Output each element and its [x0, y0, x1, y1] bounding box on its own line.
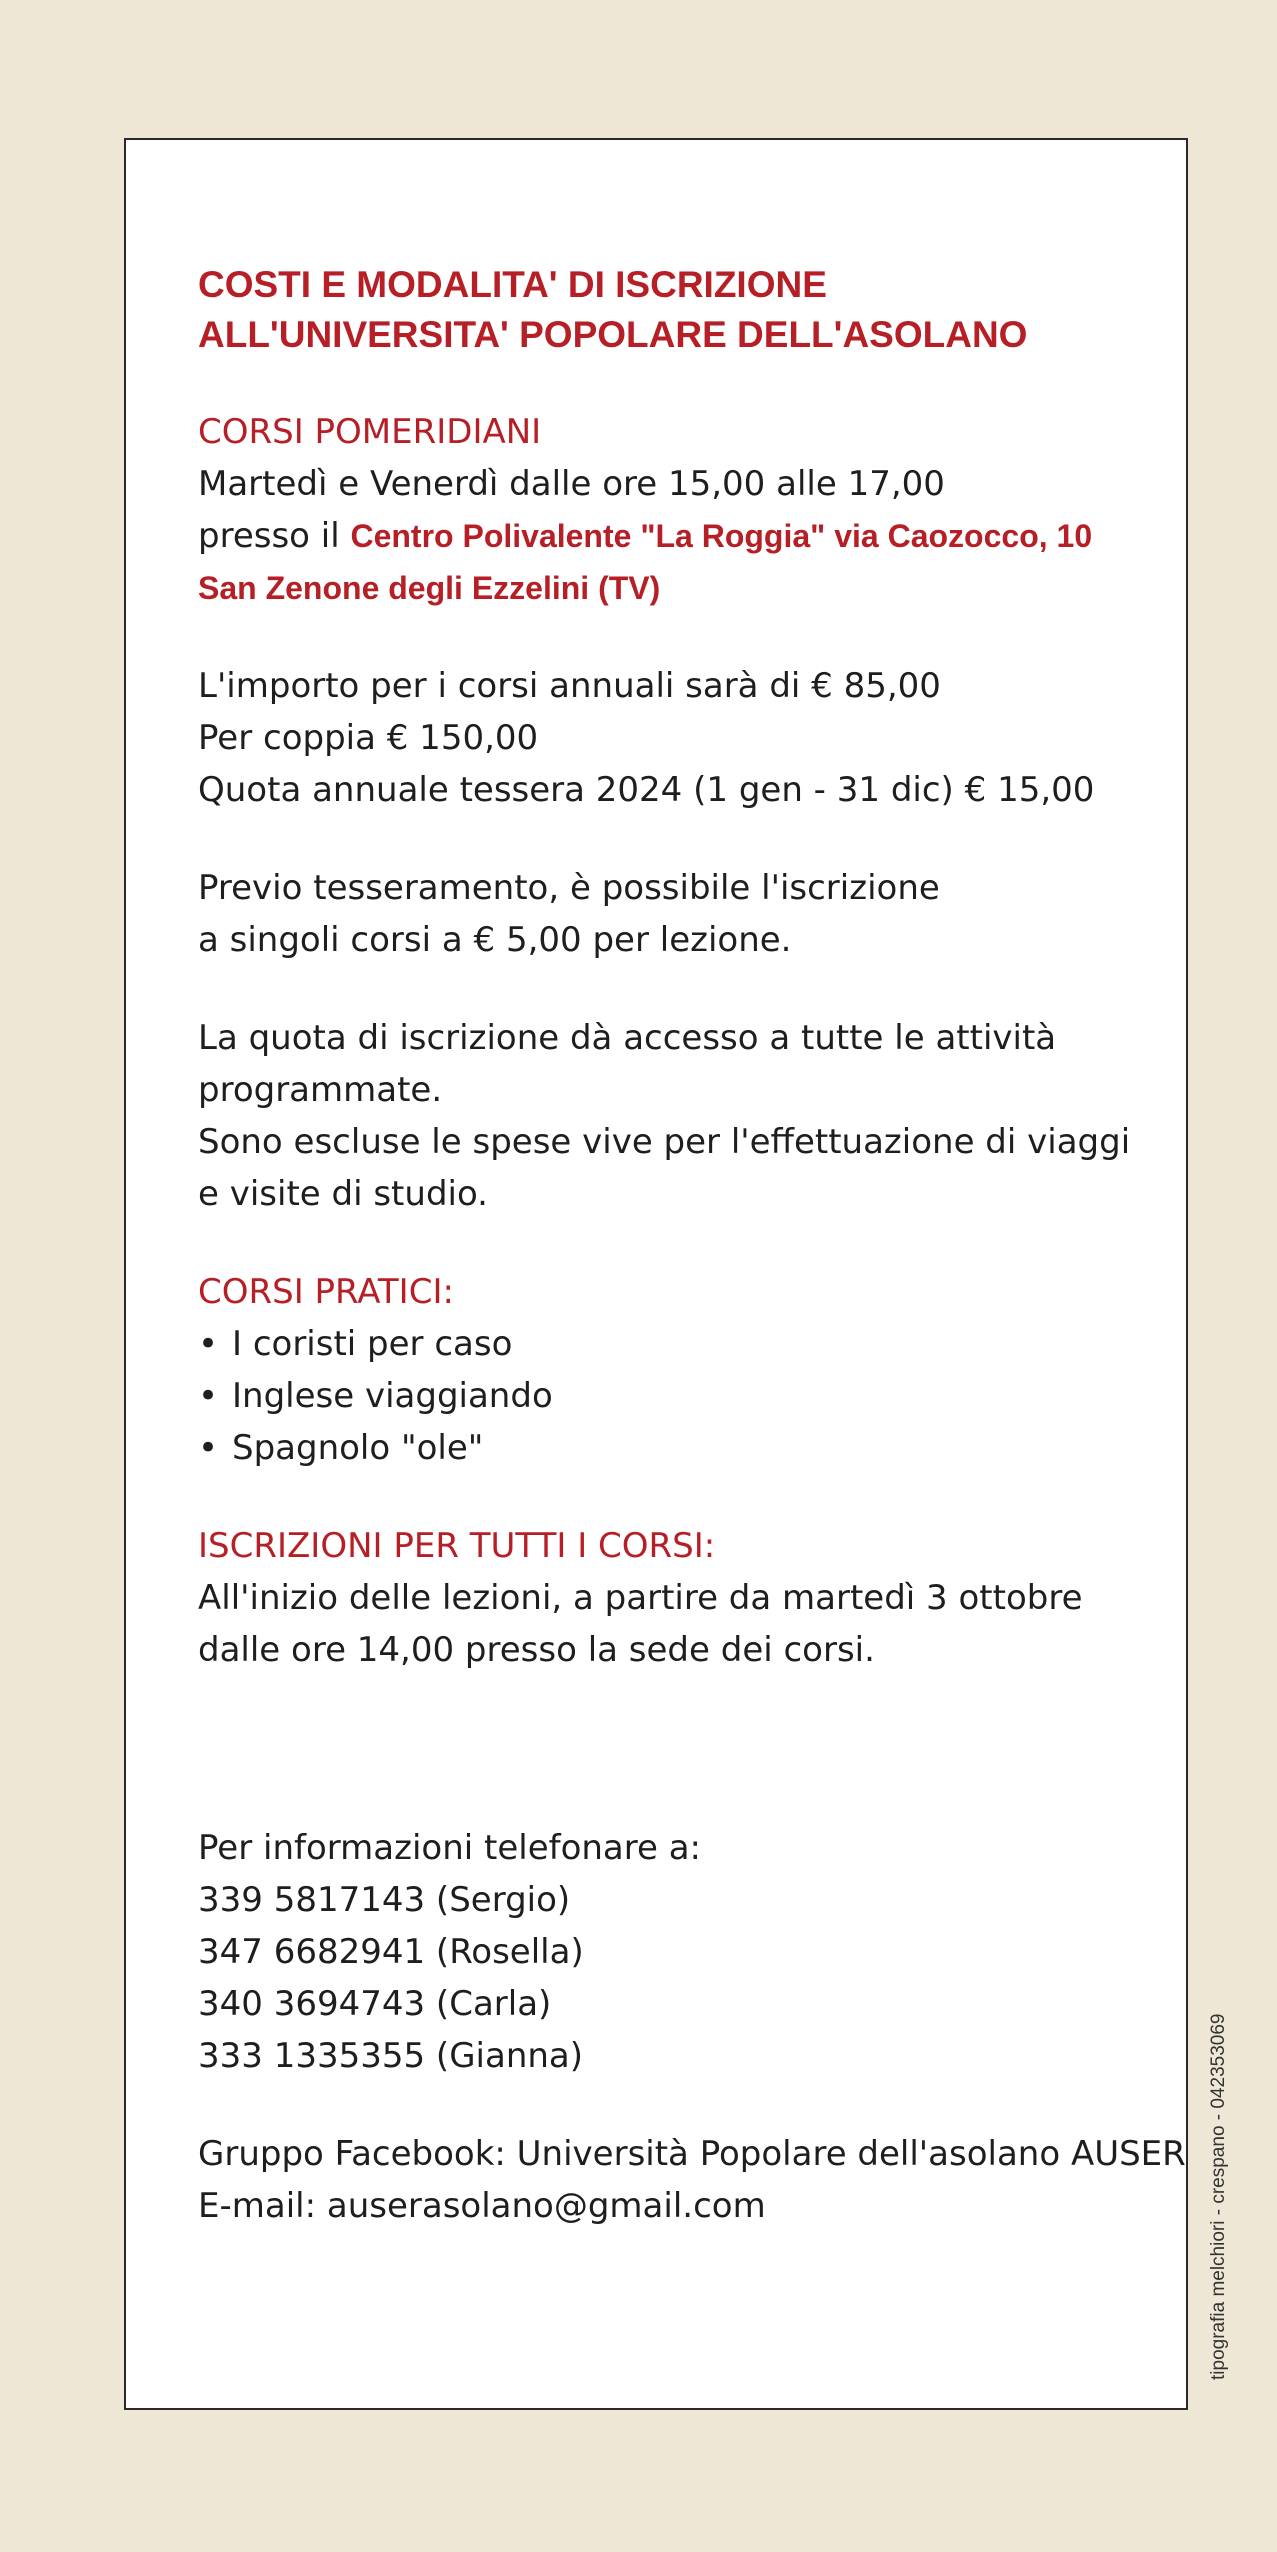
bullet-icon: • — [198, 1428, 219, 1468]
card-content — [198, 260, 1186, 2232]
list-item-label: I coristi per caso — [232, 1324, 513, 1364]
practical-heading: CORSI PRATICI: — [198, 1272, 454, 1312]
bullet-icon: • — [198, 1376, 219, 1416]
bullet-icon: • — [198, 1324, 219, 1364]
afternoon-location — [198, 510, 1158, 562]
phone-number: 339 5817143 (Sergio) — [198, 1880, 571, 1920]
access-line-2: programmate. — [198, 1070, 443, 1110]
list-item — [198, 1318, 1158, 1370]
list-item-label: Spagnolo "ole" — [232, 1428, 484, 1468]
cost-couple: Per coppia € 150,00 — [198, 718, 539, 758]
facebook-group: Gruppo Facebook: Università Popolare dell'asolano AUSER — [198, 2134, 1186, 2174]
list-item-label: Inglese viaggiando — [232, 1376, 553, 1416]
cost-card: Quota annuale tessera 2024 (1 gen - 31 dic) € 15,00 — [198, 770, 1095, 810]
location-city: San Zenone degli Ezzelini (TV) — [198, 570, 661, 606]
spacer — [198, 614, 1158, 660]
enrollment-line-2: dalle ore 14,00 presso la sede dei corsi. — [198, 1630, 875, 1670]
access-line-3: Sono escluse le spese vive per l'effettuazione di viaggi — [198, 1122, 1131, 1162]
phone-number: 340 3694743 (Carla) — [198, 1984, 552, 2024]
email-address: E-mail: auserasolano@gmail.com — [198, 2186, 766, 2226]
afternoon-schedule: Martedì e Venerdì dalle ore 15,00 alle 17,00 — [198, 464, 945, 504]
title-line-1: COSTI E MODALITA' DI ISCRIZIONE — [198, 264, 827, 305]
list-item — [198, 1370, 1158, 1422]
enrollment-heading: ISCRIZIONI PER TUTTI I CORSI: — [198, 1526, 716, 1566]
info-card — [124, 138, 1188, 2410]
access-line-4: e visite di studio. — [198, 1174, 488, 1214]
access-line-1: La quota di iscrizione dà accesso a tutte le attività — [198, 1018, 1057, 1058]
spacer — [198, 1676, 1158, 1822]
title-line-2: ALL'UNIVERSITA' POPOLARE DELL'ASOLANO — [198, 314, 1028, 355]
phone-number: 347 6682941 (Rosella) — [198, 1932, 584, 1972]
location-name: Centro Polivalente "La Roggia" via Caozocco, 10 — [350, 518, 1093, 554]
spacer — [198, 816, 1158, 862]
spacer — [198, 2082, 1158, 2128]
spacer — [198, 360, 1158, 406]
cost-annual: L'importo per i corsi annuali sarà di € 85,00 — [198, 666, 941, 706]
list-item — [198, 1422, 1158, 1474]
contacts-intro: Per informazioni telefonare a: — [198, 1828, 702, 1868]
spacer — [198, 1474, 1158, 1520]
enrollment-line-1: All'inizio delle lezioni, a partire da martedì 3 ottobre — [198, 1578, 1083, 1618]
printer-imprint: tipografia melchiori - crespano - 042353069 — [1208, 2013, 1229, 2380]
location-prefix: presso il — [198, 516, 351, 556]
single-line-2: a singoli corsi a € 5,00 per lezione. — [198, 920, 792, 960]
spacer — [198, 1220, 1158, 1266]
single-line-1: Previo tesseramento, è possibile l'iscrizione — [198, 868, 940, 908]
afternoon-heading: CORSI POMERIDIANI — [198, 412, 542, 452]
spacer — [198, 966, 1158, 1012]
afternoon-city-line — [198, 562, 1158, 614]
phone-number: 333 1335355 (Gianna) — [198, 2036, 584, 2076]
